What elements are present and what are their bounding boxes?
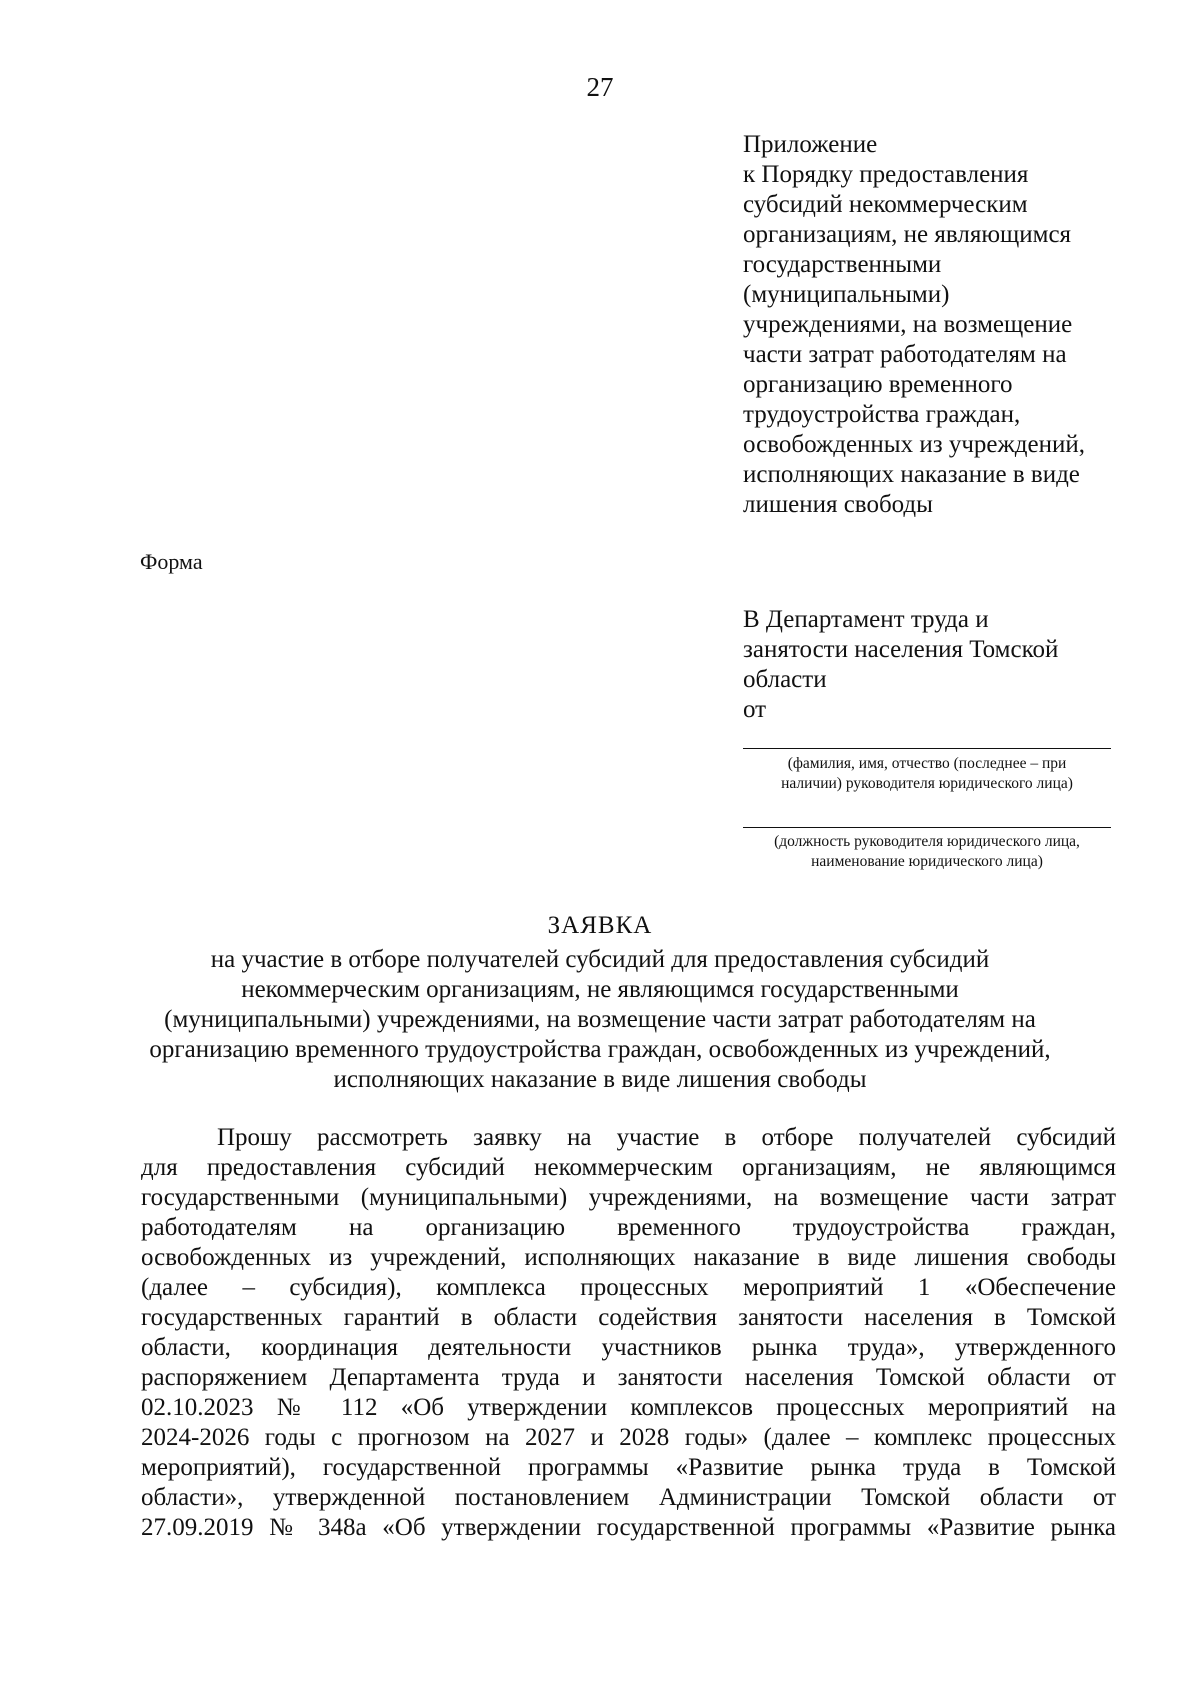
document-subtitle (100, 945, 1100, 1095)
body-line: Прошу рассмотреть заявку на участие в отборе получателей субсидий (217, 1124, 1116, 1151)
appendix-line: к Порядку предоставления (743, 161, 1029, 188)
appendix-line: освобожденных из учреждений, (743, 431, 1085, 458)
applicant-position-field-line[interactable] (743, 827, 1111, 828)
document-title: ЗАЯВКА (547, 912, 653, 939)
body-line: распоряжением Департамента труда и занятости населения Томской области от (141, 1364, 1116, 1391)
appendix-line: учреждениями, на возмещение (743, 311, 1073, 338)
subtitle-line: на участие в отборе получателей субсидий для предоставления субсидий (210, 946, 990, 973)
body-line: государственных гарантий в области содействия занятости населения в Томской (141, 1304, 1116, 1331)
body-line: 02.10.2023 № 112 «Об утверждении комплексов процессных мероприятий на (141, 1394, 1116, 1421)
subtitle-line: некоммерческим организациям, не являющимся государственными (241, 976, 959, 1003)
applicant-position-caption (743, 832, 1111, 872)
addressee-line: В Департамент труда и (743, 606, 989, 633)
appendix-header (743, 130, 1163, 520)
appendix-line: государственными (743, 251, 942, 278)
body-paragraph (141, 1123, 1116, 1543)
appendix-line: лишения свободы (743, 491, 933, 518)
applicant-name-field-line[interactable] (743, 748, 1111, 749)
subtitle-line: исполняющих наказание в виде лишения свободы (333, 1066, 867, 1093)
appendix-line: организацию временного (743, 371, 1013, 398)
caption-line: наименование юридического лица) (811, 853, 1043, 870)
appendix-line: части затрат работодателям на (743, 341, 1067, 368)
subtitle-line: организацию временного трудоустройства граждан, освобожденных из учреждений, (149, 1036, 1051, 1063)
body-line: работодателям на организацию временного трудоустройства граждан, (141, 1214, 1116, 1241)
caption-line: наличии) руководителя юридического лица) (781, 775, 1073, 792)
subtitle-line: (муниципальными) учреждениями, на возмещение части затрат работодателям на (164, 1006, 1036, 1033)
appendix-line: (муниципальными) (743, 281, 950, 308)
body-line: государственными (муниципальными) учреждениями, на возмещение части затрат (141, 1184, 1116, 1211)
applicant-name-caption (743, 754, 1111, 794)
addressee-line: занятости населения Томской (743, 636, 1059, 663)
body-line: области», утвержденной постановлением Администрации Томской области от (141, 1484, 1116, 1511)
body-line: для предоставления субсидий некоммерческим организациям, не являющимся (141, 1154, 1116, 1181)
body-line: (далее – субсидия), комплекса процессных мероприятий 1 «Обеспечение (141, 1274, 1116, 1301)
page-number: 27 (586, 72, 614, 102)
body-line: 2024-2026 годы с прогнозом на 2027 и 2028 годы» (далее – комплекс процессных (141, 1424, 1116, 1451)
body-line: мероприятий), государственной программы «Развитие рынка труда в Томской (141, 1454, 1116, 1481)
appendix-line: Приложение (743, 131, 878, 158)
body-line: области, координация деятельности участников рынка труда», утвержденного (141, 1334, 1116, 1361)
caption-line: (должность руководителя юридического лица, (774, 833, 1080, 850)
addressee-line: от (743, 696, 767, 723)
body-line: освобожденных из учреждений, исполняющих наказание в виде лишения свободы (141, 1244, 1116, 1271)
body-line: 27.09.2019 № 348а «Об утверждении государственной программы «Развитие рынка (141, 1514, 1116, 1541)
addressee-line: области (743, 666, 827, 693)
appendix-line: трудоустройства граждан, (743, 401, 1021, 428)
form-label: Форма (140, 549, 203, 574)
appendix-line: исполняющих наказание в виде (743, 461, 1080, 488)
caption-line: (фамилия, имя, отчество (последнее – при (787, 755, 1067, 772)
appendix-line: субсидий некоммерческим (743, 191, 1028, 218)
addressee-block (743, 605, 1163, 725)
appendix-line: организациям, не являющимся (743, 221, 1072, 248)
